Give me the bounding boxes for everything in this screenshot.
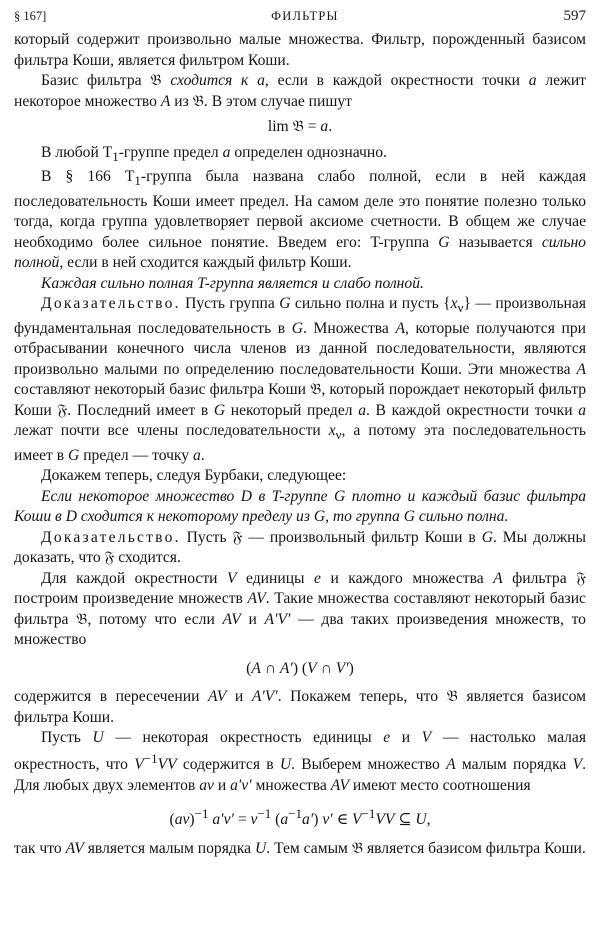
display-formula: (A ∩ A′) (V ∩ V′) — [246, 659, 354, 677]
section-reference: § 167] — [14, 9, 47, 23]
paragraph: содержится в пересечении AV и A′V′. Покажем теперь, что 𝔅 является базисом фильтра Коши. — [14, 688, 586, 726]
running-title: ФИЛЬТРЫ — [271, 9, 339, 23]
paragraph: который содержит произвольно малые множества. Фильтр, порожденный базисом фильтра Коши, является фильтром Коши. — [14, 31, 586, 69]
paragraph: Докажем теперь, следуя Бурбаки, следующее: — [41, 467, 347, 485]
paragraph: Базис фильтра 𝔅 сходится к a, если в каждой окрестности точки a лежит некоторое множество A из 𝔅. В этом случае пишут — [14, 72, 586, 110]
paragraph: Для каждой окрестности V единицы e и каждого множества A фильтра 𝔉 построим произведение множеств AV. Такие множества составляют некоторый базис фильтра 𝔅, потому что если AV и A′V′ — два таких произведения множеств, то множество — [14, 569, 586, 649]
paragraph: Если некоторое множество D в T-группе G плотно и каждый базис фильтра Коши в D сходится к некоторому пределу из G, то группа G сильно полна. — [14, 487, 586, 526]
paragraph: Доказательство. Пусть группа G сильно полна и пусть $\{x_\nu\}$ — произвольная фундаментальная последовательность в G. Множества A, которые получаются при отбрасывании конечного числа членов из данной последовательности, являются произвольно малыми по определению последовательности Коши. Эти множества A составляют некоторый базис фильтра Коши 𝔅, который порождает некоторый фильтр Коши 𝔉. Последний имеет в G некоторый предел a. В каждой окрестности точки a лежат почти все члены последовательности $x_\nu$, а потому эта последовательность имеет в G предел — точку a. — [14, 295, 586, 464]
page-number: 597 — [563, 8, 586, 24]
display-formula: (av)$^{-1}$ $a'v' = v^{-1}$ $(a^{-1}a')$ v′ ∈ $V^{-1}VV$ ⊆ U, — [169, 806, 431, 829]
paragraph: Доказательство. Пусть 𝔉 — произвольный фильтр Коши в G. Мы должны доказать, что 𝔉 сходится. — [14, 528, 586, 567]
paragraph: В § 166 $T_1$-группа была названа слабо полной, если в ней каждая последовательность Коши имеет предел. На самом деле это понятие полезно только тогда, когда группа удовлетворяет первой аксиоме счетности. В общем же случае необходимо более сильное понятие. Введем его: T-группа G называется сильно полной, если в ней сходится каждый фильтр Коши. — [14, 168, 586, 272]
paragraph: В любой $T_1$-группе предел a определен однозначно. — [41, 143, 387, 164]
running-header — [14, 8, 586, 30]
body-text — [14, 30, 586, 859]
display-formula: lim 𝔅 = a. — [267, 118, 333, 135]
paragraph: так что AV является малым порядка U. Тем самым 𝔅 является базисом фильтра Коши. — [14, 839, 586, 857]
paragraph: Каждая сильно полная T-группа является и слабо полной. — [41, 274, 424, 292]
paragraph: Пусть U — некоторая окрестность единицы e и V — настолько малая окрестность, что $V^{-1}VV$ содержится в U. Выберем множество A малым порядка V. Для любых двух элементов av и a′v′ множества AV имеют место соотношения — [14, 729, 587, 794]
